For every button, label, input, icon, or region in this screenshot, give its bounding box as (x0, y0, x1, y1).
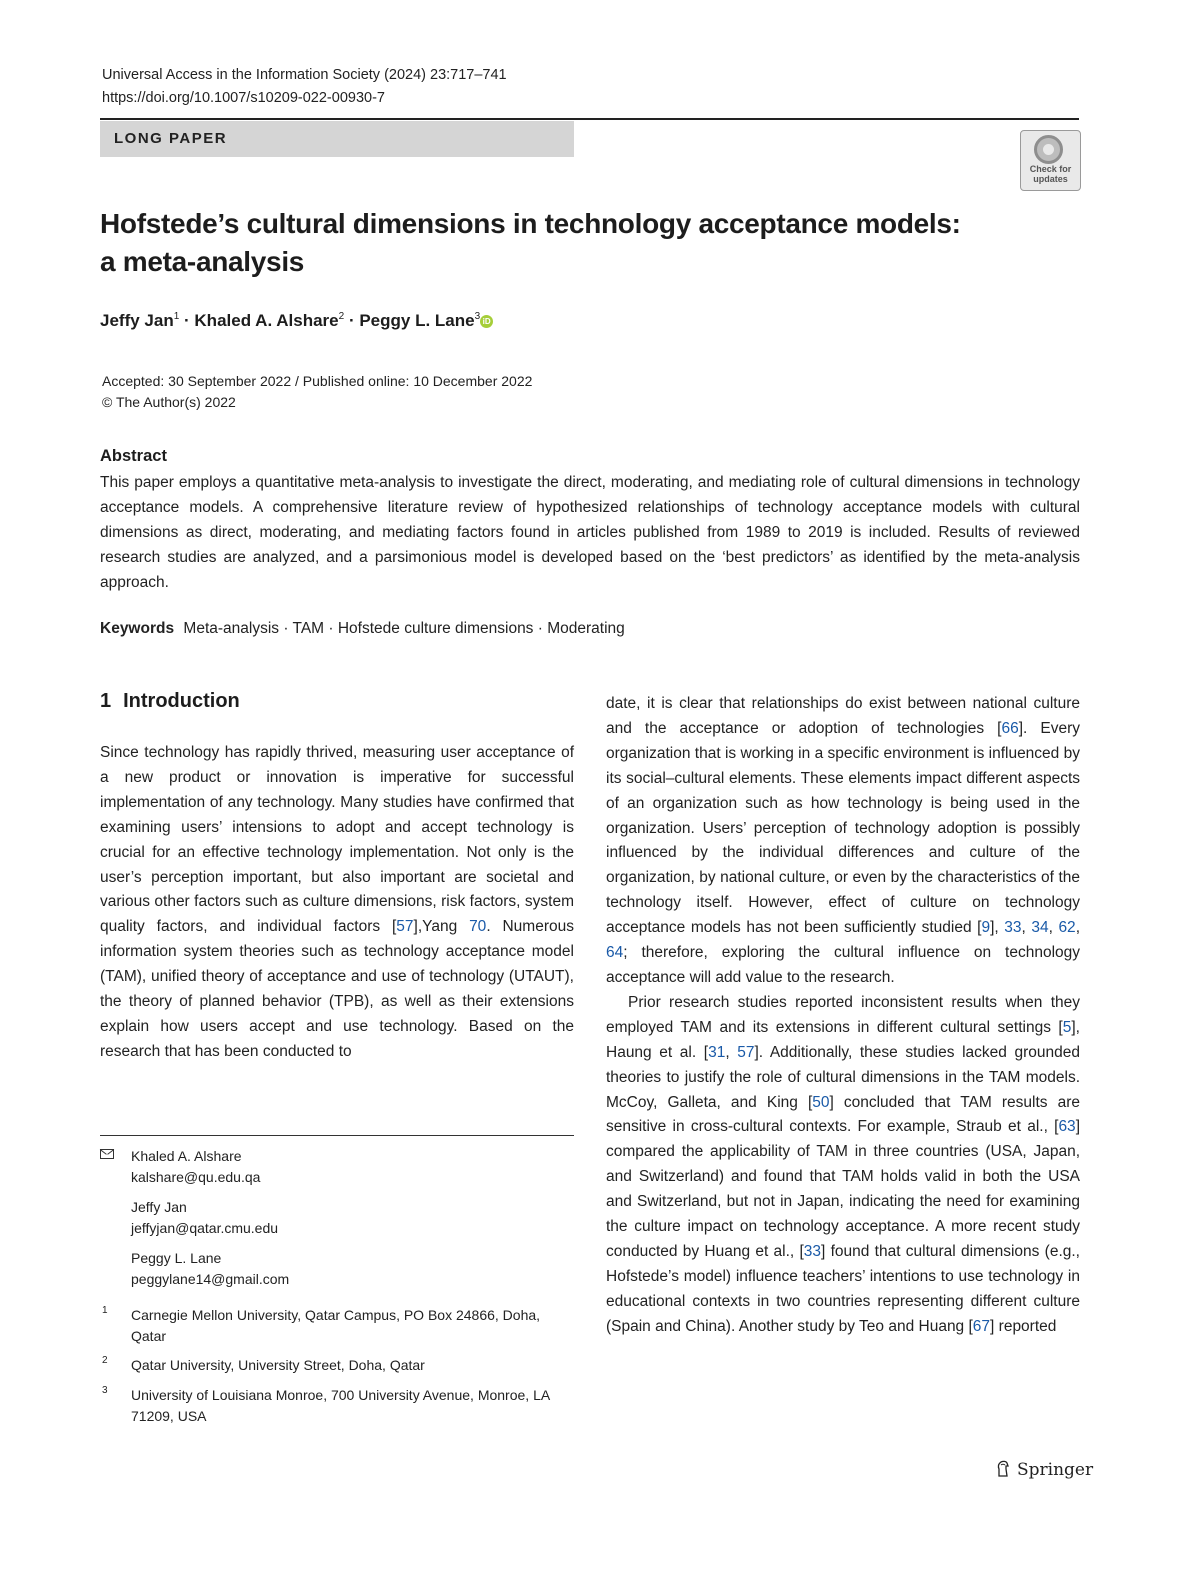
publisher-name: Springer (1017, 1460, 1094, 1480)
text-run: ],Yang (413, 918, 470, 936)
text-run: ] reported (990, 1317, 1057, 1335)
abstract-text: This paper employs a quantitative meta-analysis to investigate the direct, moderating, and mediating role of cultural dimensions in technology acceptance models. A comprehensive literature review of hypothesized relationships of technology acceptance models with cultural dimensions as direct, moderating, and mediating factors found in articles published from 1989 to 2019 is included. Results of reviewed research studies are analyzed, and a parsimonious model is developed based on the ‘best predictors’ as identified by the meta-analysis approach. (100, 474, 1080, 591)
header-rule (100, 118, 1079, 120)
citation-link[interactable]: 33 (803, 1242, 822, 1260)
citation-link[interactable]: 57 (737, 1043, 755, 1061)
affiliation-text: University of Louisiana Monroe, 700 University Avenue, Monroe, LA 71209, USA (131, 1387, 550, 1424)
title-line-1: Hofstede’s cultural dimensions in technology acceptance models: (100, 208, 961, 239)
citation-link[interactable]: 50 (812, 1093, 830, 1111)
author-affil-sup: 2 (338, 311, 345, 322)
affiliation-number: 2 (102, 1355, 108, 1366)
affiliation-number: 1 (102, 1305, 108, 1316)
corresponding-author (131, 1146, 289, 1187)
affiliation (100, 1355, 551, 1376)
section-title: Introduction (123, 690, 240, 712)
contact-email[interactable]: peggylane14@gmail.com (131, 1270, 290, 1287)
citation-link[interactable]: 62 (1058, 919, 1076, 937)
text-run: ]. Every organization that is working in a specific environment is influenced by its social–cultural elements. These elements impact different aspects of an organization such as how technology is being used in the organization. Users’ perception of technology adoption is possibly influenced by the individual differences and culture of the organization, by national culture, or even by the characteristics of the technology itself. However, effect of culture on technology acceptance models has not been sufficiently studied [ (606, 719, 1080, 937)
text-run: Since technology has rapidly thrived, measuring user acceptance of a new product or innovation is imperative for successful implementation of any technology. Many studies have confirmed that examining users’ intensions to adopt and accept technology is crucial for an effective technology implementation. Not only is the user’s perception important, but also important are societal and various other factors such as culture dimensions, risk factors, system quality factors, and individual factors [ (100, 744, 574, 936)
citation-link[interactable]: 33 (1004, 919, 1022, 937)
paper-title (100, 205, 1060, 281)
affiliation (100, 1305, 551, 1346)
article-type-label: LONG PAPER (114, 130, 228, 147)
section-number: 1 (100, 690, 112, 712)
citation-link[interactable]: 63 (1058, 1118, 1076, 1136)
author-contact (131, 1248, 289, 1289)
text-run: ] compared the applicability of TAM in three countries (USA, Japan, and Switzerland) and found that TAM holds valid in both the USA and Switzerland, but not in Japan, indicating the need for examining the culture impact on technology acceptance. A more recent study conducted by Huang et al., [ (606, 1118, 1080, 1260)
contact-name: Peggy L. Lane (131, 1250, 222, 1266)
title-line-2: a meta-analysis (100, 246, 305, 277)
section-heading (100, 690, 252, 713)
citation-link[interactable]: 5 (1062, 1018, 1072, 1036)
citation-link[interactable]: 34 (1031, 919, 1049, 937)
envelope-icon (100, 1149, 114, 1159)
author-list (100, 311, 493, 331)
citation-link[interactable]: 64 (606, 944, 624, 962)
contact-email[interactable]: jeffyjan@qatar.cmu.edu (131, 1219, 279, 1236)
author-name[interactable]: Khaled A. Alshare (194, 311, 339, 330)
citation-link[interactable]: 31 (708, 1043, 726, 1061)
contact-name: Khaled A. Alshare (131, 1148, 242, 1164)
orcid-icon[interactable]: iD (480, 315, 493, 328)
affiliation-text: Carnegie Mellon University, Qatar Campus, PO Box 24866, Doha, Qatar (131, 1307, 541, 1344)
citation-link[interactable]: 67 (972, 1317, 991, 1335)
text-run: ] concluded that TAM results are sensitive in cross-cultural contexts. For example, Straub et al., [ (606, 1093, 1080, 1136)
footnote-rule (100, 1135, 574, 1136)
keywords-label: Keywords (100, 620, 175, 637)
citation-link[interactable]: 9 (981, 919, 991, 937)
text-run: ], (990, 919, 1005, 937)
accepted-published-dates: Accepted: 30 September 2022 / Published online: 10 December 2022 (102, 373, 533, 389)
text-run: Prior research studies reported inconsistent results when they employed TAM and its extensions in different cultural settings [ (606, 993, 1080, 1036)
citation-link[interactable]: 70 (469, 918, 487, 936)
author-affil-sup: 3 (474, 311, 481, 322)
keywords-list: Meta-analysis · TAM · Hofstede culture dimensions · Moderating (183, 620, 625, 637)
copyright-line: © The Author(s) 2022 (102, 394, 236, 410)
journal-citation: Universal Access in the Information Society (2024) 23:717–741 (102, 67, 507, 83)
article-type-badge (100, 121, 574, 157)
body-column-right (606, 692, 1080, 1340)
author-name[interactable]: Peggy L. Lane (359, 311, 475, 330)
keywords (100, 620, 625, 638)
text-run: ; therefore, exploring the cultural influence on technology acceptance will add value to the research. (606, 944, 1080, 986)
text-run: date, it is clear that relationships do exist between national culture and the acceptance or adoption of technologies [ (606, 695, 1080, 737)
citation-link[interactable]: 57 (396, 918, 414, 936)
author-separator: · (348, 311, 355, 330)
springer-horse-icon (995, 1460, 1011, 1477)
doi-link[interactable]: https://doi.org/10.1007/s10209-022-00930-7 (102, 90, 385, 106)
contact-email[interactable]: kalshare@qu.edu.qa (131, 1168, 261, 1185)
crossmark-icon (1034, 135, 1063, 164)
paragraph: date, it is clear that relationships do exist between national culture and the acceptance or adoption of technologies [66]. Every organization that is working in a specific environment is influenced by its social–cultural elements. These elements impact different aspects of an organization such as how technology is being used in the organization. Users’ perception of technology adoption is possibly influenced by the individual differences and culture of the organization, by national culture, or even by the characteristics of the technology itself. However, effect of culture on technology acceptance models has not been sufficiently studied [9], 33, 34, 62, 64; therefore, exploring the cultural influence on technology acceptance will add value to the research. (606, 695, 1080, 986)
text-run: . Numerous information system theories such as technology acceptance model (TAM), unified theory of acceptance and use of technology (UTAUT), the theory of planned behavior (TPB), as well as their extensions explain how users accept and use technology. Based on the research that has been conducted to (100, 918, 574, 1060)
text-run: ] found that cultural dimensions (e.g., Hofstede’s model) influence teachers’ intentions to use technology in educational contexts in two countries representing different culture (Spain and China). Another study by Teo and Huang [ (606, 1242, 1080, 1335)
affiliation (100, 1385, 551, 1426)
author-affil-sup: 1 (173, 311, 180, 322)
text-run: ]. Additionally, these studies lacked grounded theories to justify the role of cultural dimensions in the TAM models. McCoy, Galleta, and King [ (606, 1043, 1080, 1111)
publication-dates (102, 371, 532, 413)
author-contact (131, 1197, 289, 1238)
affiliation-number: 3 (102, 1385, 108, 1396)
publisher-logo (995, 1460, 1093, 1480)
paragraph: Prior research studies reported inconsistent results when they employed TAM and its extensions in different cultural settings [5], Haung et al. [31, 57]. Additionally, these studies lacked grounded theories to justify the role of cultural dimensions in the TAM models. McCoy, Galleta, and King [50] concluded that TAM results are sensitive in cross-cultural contexts. For example, Straub et al., [63] compared the applicability of TAM in three countries (USA, Japan, and Switzerland) and found that TAM holds valid in both the USA and Switzerland, but not in Japan, indicating the need for examining the culture impact on technology acceptance. A more recent study conducted by Huang et al., [33] found that cultural dimensions (e.g., Hofstede’s model) influence teachers’ intentions to use technology in educational contexts in two countries representing different culture (Spain and China). Another study by Teo and Huang [67] reported (606, 993, 1080, 1335)
contact-name: Jeffy Jan (131, 1199, 187, 1215)
body-column-left (100, 741, 574, 1065)
author-name[interactable]: Jeffy Jan (100, 311, 174, 330)
check-for-updates-button[interactable] (1020, 130, 1081, 191)
abstract-heading: Abstract (100, 447, 167, 465)
citation-link[interactable]: 66 (1001, 719, 1019, 737)
paragraph (100, 741, 574, 1065)
check-for-updates-label: Check for updates (1029, 164, 1072, 184)
text-run: ], Haung et al. [ (606, 1018, 1080, 1061)
correspondence-block (100, 1146, 289, 1299)
affiliation-text: Qatar University, University Street, Doha, Qatar (131, 1357, 425, 1373)
journal-header (102, 64, 507, 110)
author-separator: · (184, 311, 190, 330)
